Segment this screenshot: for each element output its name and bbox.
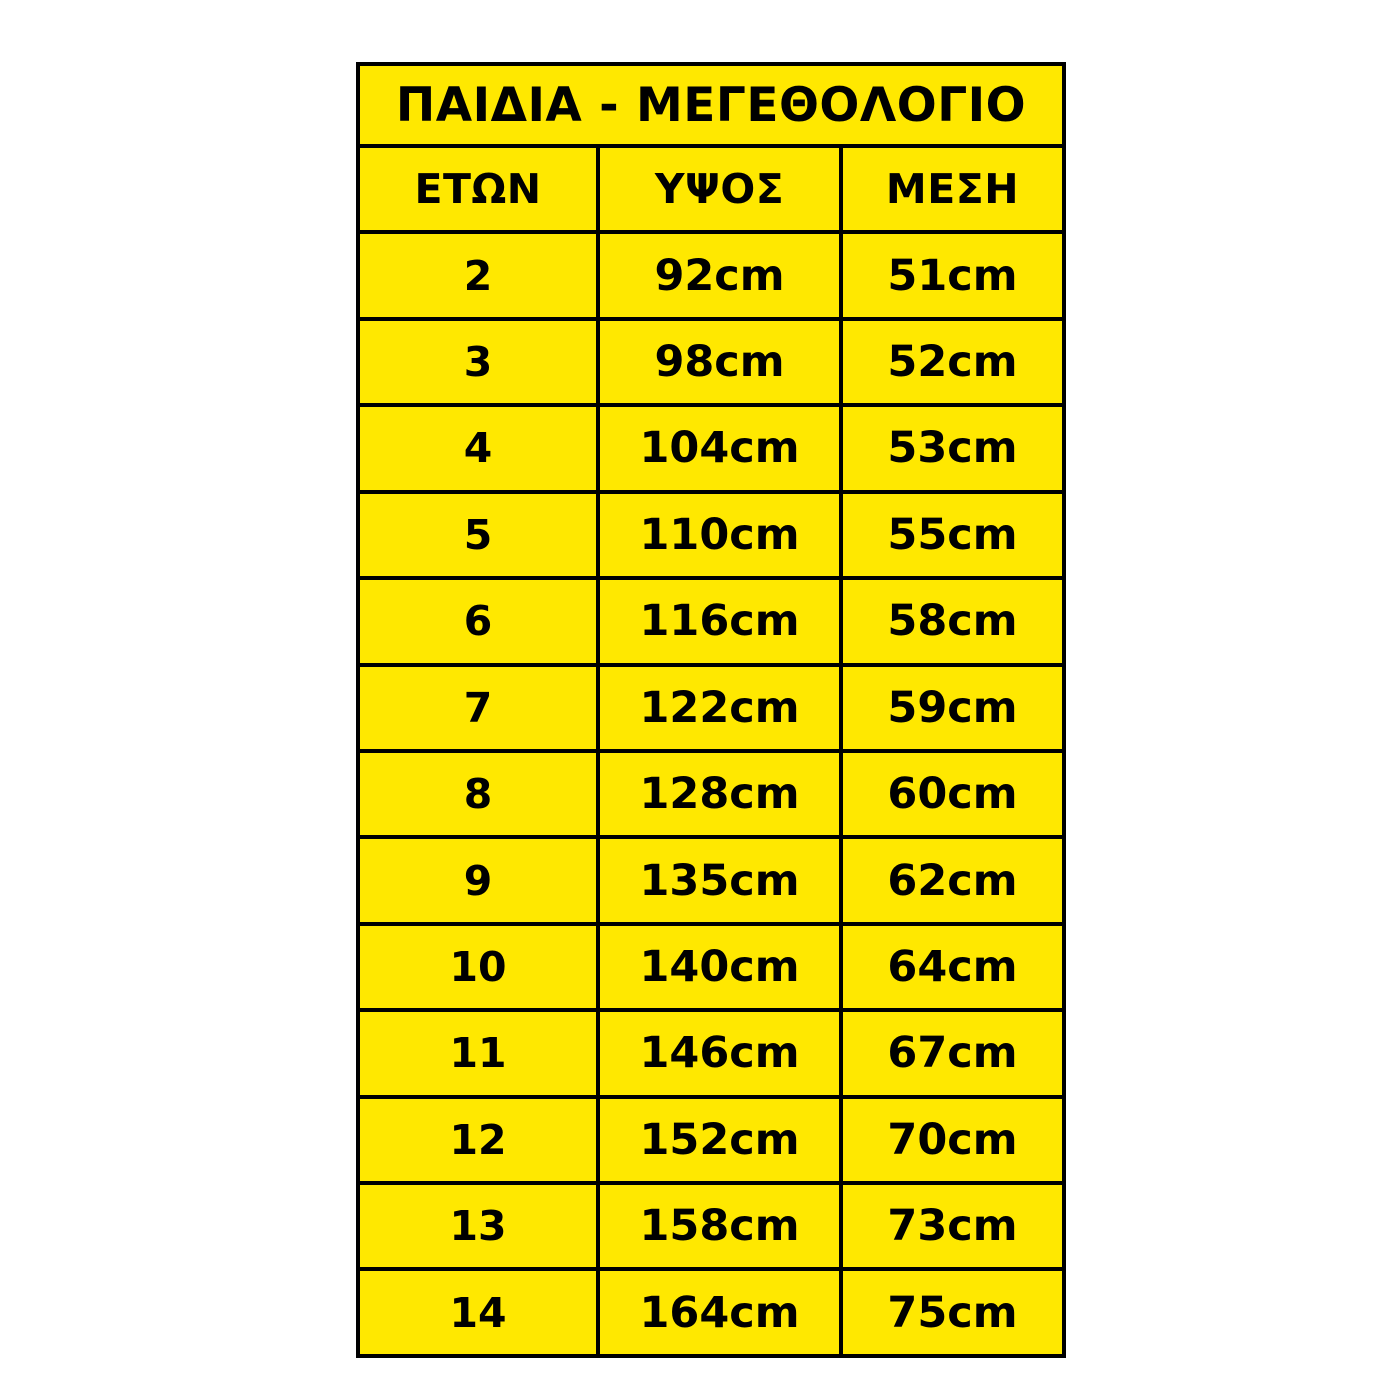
cell-age: 11	[360, 1012, 600, 1094]
cell-age: 7	[360, 667, 600, 749]
cell-height: 98cm	[600, 321, 843, 403]
table-row	[360, 1271, 1062, 1353]
table-body	[360, 148, 1062, 1354]
cell-waist: 51cm	[887, 250, 1018, 301]
table-row	[360, 839, 1062, 925]
cell-waist: 55cm	[887, 509, 1018, 560]
cell-waist: 60cm	[887, 769, 1018, 820]
size-chart-table	[356, 62, 1066, 1358]
table-row	[360, 580, 1062, 666]
cell-age: 14	[360, 1271, 600, 1353]
table-row	[360, 1099, 1062, 1185]
cell-height: 152cm	[600, 1099, 843, 1181]
cell-height: 158cm	[600, 1185, 843, 1267]
cell-height: 92cm	[600, 234, 843, 316]
column-header-age: ΕΤΩΝ	[360, 148, 600, 230]
table-row	[360, 1012, 1062, 1098]
table-header-row	[360, 148, 1062, 234]
table-row	[360, 667, 1062, 753]
cell-age: 12	[360, 1099, 600, 1181]
cell-age: 13	[360, 1185, 600, 1267]
cell-waist: 52cm	[887, 337, 1018, 388]
cell-waist: 73cm	[887, 1201, 1018, 1252]
column-header-height: ΥΨΟΣ	[600, 148, 843, 230]
cell-waist: 75cm	[887, 1287, 1018, 1338]
cell-height: 116cm	[600, 580, 843, 662]
cell-age: 6	[360, 580, 600, 662]
table-row	[360, 1185, 1062, 1271]
table-row	[360, 926, 1062, 1012]
cell-height: 164cm	[600, 1271, 843, 1353]
cell-age: 3	[360, 321, 600, 403]
cell-age: 8	[360, 753, 600, 835]
cell-height: 104cm	[600, 407, 843, 489]
cell-waist: 58cm	[887, 596, 1018, 647]
cell-waist: 62cm	[887, 855, 1018, 906]
table-row	[360, 407, 1062, 493]
cell-height: 135cm	[600, 839, 843, 921]
table-row	[360, 494, 1062, 580]
cell-waist: 53cm	[887, 423, 1018, 474]
page-title: ΠΑΙΔΙΑ - ΜΕΓΕΘΟΛΟΓΙΟ	[395, 77, 1027, 133]
cell-height: 146cm	[600, 1012, 843, 1094]
column-header-waist: ΜΕΣΗ	[885, 165, 1020, 214]
cell-waist: 64cm	[887, 942, 1018, 992]
cell-height: 140cm	[600, 926, 843, 1008]
cell-height: 122cm	[600, 667, 843, 749]
cell-age: 5	[360, 494, 600, 576]
cell-waist: 70cm	[887, 1114, 1018, 1165]
cell-height: 128cm	[600, 753, 843, 835]
cell-waist: 67cm	[887, 1028, 1018, 1079]
cell-age: 4	[360, 407, 600, 489]
table-row	[360, 321, 1062, 407]
cell-age: 9	[360, 839, 600, 921]
cell-height: 110cm	[600, 494, 843, 576]
table-row	[360, 234, 1062, 320]
table-row	[360, 753, 1062, 839]
cell-age: 2	[360, 234, 600, 316]
cell-waist: 59cm	[887, 682, 1018, 733]
cell-age: 10	[360, 926, 600, 1008]
chart-title-row	[360, 66, 1062, 148]
